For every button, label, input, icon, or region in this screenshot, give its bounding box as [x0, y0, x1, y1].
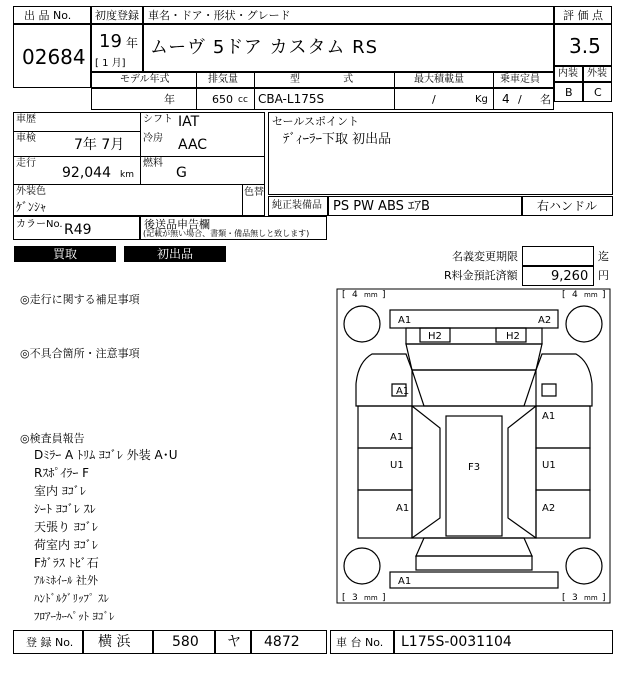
recycle-unit: 円 [598, 269, 609, 282]
left-pillar [412, 406, 440, 538]
damage-headlight-left: H2 [428, 331, 442, 342]
inspector-line: 天張り ﾖｺﾞﾚ [34, 520, 98, 534]
reg-place: 横 浜 [98, 634, 131, 650]
score-label: 評 価 点 [563, 9, 603, 22]
mileage-label: 走行 [16, 158, 36, 169]
running-note-label: ◎走行に関する補足事項 [20, 293, 140, 306]
interior-grade-cell [554, 82, 583, 102]
displacement-label: 排気量 [208, 74, 238, 85]
damage-front-bumper-right: A2 [538, 315, 552, 326]
max-load-slash: / [432, 93, 436, 106]
roof-part [446, 416, 502, 536]
right-pillar [508, 406, 536, 538]
shift-value: IAT [178, 114, 200, 130]
spec-block [13, 112, 265, 216]
tire-front-right-label-end: ] [602, 290, 606, 300]
displacement-value: 650 [212, 93, 233, 106]
lot-number-cell [13, 24, 91, 88]
lot-label-cell [13, 6, 91, 24]
tire-front-left-label-end: ] [382, 290, 386, 300]
left-front-door-lower-part [358, 448, 412, 490]
inspector-line: ｼｰﾄ ﾖｺﾞﾚ ｽﾚ [34, 502, 96, 516]
inspector-line: ﾊﾝﾄﾞﾙｸﾞﾘｯﾌﾟ ｽﾚ [34, 592, 109, 605]
tire-front-right-label: [ [562, 290, 566, 300]
tire-front-left-value: 4 [352, 290, 358, 300]
mileage-value: 92,044 [62, 165, 111, 181]
tire-rear-right-label-end: ] [602, 593, 606, 603]
chassis-label: 車 台 No. [336, 636, 384, 649]
shift-label: シフト [143, 114, 173, 125]
chassis-label-cell [330, 630, 394, 654]
tire-rear-left-icon [344, 548, 380, 584]
interior-grade: B [565, 86, 573, 99]
equipment-cell [328, 196, 522, 216]
recycle-box [522, 266, 594, 286]
rear-window-part [416, 538, 532, 556]
tire-rear-right-icon [566, 548, 602, 584]
equipment-label-cell [268, 196, 328, 216]
reg-kana-cell [215, 630, 251, 654]
divider [140, 112, 141, 184]
inspection-value: 7年 7月 [74, 137, 125, 153]
buy-badge: 買取 [14, 246, 116, 262]
capacity-label: 乗車定員 [500, 74, 540, 85]
color-value: ｹﾞﾝｼｬ [16, 200, 47, 214]
sales-point-text: ﾃﾞｨｰﾗｰ下取 初出品 [283, 132, 392, 147]
chassis-cell [394, 630, 613, 654]
reg-class: 580 [172, 634, 199, 650]
fuel-label: 燃料 [143, 158, 163, 169]
first-listing-badge: 初出品 [124, 246, 226, 262]
reg-kana: ヤ [227, 634, 241, 650]
inspector-line: Dﾐﾗｰ A ﾄﾘﾑ ﾖｺﾞﾚ 外装 A･U [34, 448, 178, 462]
repaint-label: 色替 [244, 187, 264, 198]
damage-headlight-right: H2 [506, 331, 520, 342]
model-year-label: モデル年式 [120, 74, 170, 85]
damage-front-bumper-left: A1 [398, 315, 412, 326]
exterior-grade: C [594, 86, 602, 99]
chassis-value: L175S-0031104 [401, 634, 512, 650]
equipment-label: 純正装備品 [272, 200, 322, 211]
inspector-line: ｱﾙﾐﾎｲｰﾙ 社外 [34, 574, 98, 587]
tire-front-right-value: 4 [572, 290, 578, 300]
car-name: ムーヴ 5ドア カスタム RS [150, 37, 379, 58]
tire-rear-left-label: [ [342, 593, 346, 603]
capacity-value: 4 [502, 92, 510, 106]
sales-point-label: セールスポイント [272, 115, 360, 128]
defect-note-label: ◎不具合箇所・注意事項 [20, 347, 140, 360]
inspector-line: Fｶﾞﾗｽ ﾄﾋﾞ石 [34, 556, 99, 570]
sales-point-cell [268, 112, 613, 195]
tire-front-left-unit: mm [364, 291, 378, 299]
exterior-label: 外装 [587, 68, 607, 79]
color-no-value: R49 [64, 222, 92, 238]
fuel-value: G [176, 165, 187, 181]
score-label-cell [554, 6, 612, 24]
exterior-grade-cell [583, 82, 612, 102]
tire-front-right-icon [566, 306, 602, 342]
front-bumper-part [390, 310, 558, 328]
inspector-note-label: ◎検査員報告 [20, 432, 85, 445]
rear-bumper-part [390, 572, 558, 588]
recycle-label: R料金預託済額 [444, 269, 518, 282]
name-label: 車名・ドア・形状・グレード [148, 9, 291, 22]
tire-rear-right-value: 3 [572, 593, 578, 603]
damage-right-front-door: U1 [542, 460, 556, 471]
name-label-cell [143, 6, 554, 24]
equipment-items: PS PW ABS ｴｱB [333, 199, 430, 214]
score-value: 3.5 [569, 34, 601, 58]
divider [13, 131, 140, 132]
type-value: CBA-L175S [258, 92, 325, 106]
lot-number: 02684 [22, 45, 86, 69]
first-reg-month: [ 1 月] [95, 58, 126, 69]
damage-right-fender: A1 [542, 411, 556, 422]
recycle-amount: 9,260 [551, 269, 589, 284]
inspection-label: 車検 [16, 133, 36, 144]
hood-outline [406, 344, 542, 370]
car-name-cell [143, 24, 554, 72]
lot-label: 出 品 No. [24, 9, 72, 22]
tire-front-right-unit: mm [584, 291, 598, 299]
first-reg-cell [91, 24, 143, 72]
left-fender-part [356, 354, 412, 406]
damage-left-fender: A1 [396, 386, 410, 397]
tire-front-left-label: [ [342, 290, 346, 300]
right-mirror-part [542, 384, 556, 396]
mail-label: 後送品申告欄 [144, 218, 210, 231]
reg-number-cell [251, 630, 327, 654]
tire-rear-right-label: [ [562, 593, 566, 603]
max-load-label: 最大積載量 [414, 74, 464, 85]
tire-rear-left-unit: mm [364, 594, 378, 602]
exterior-label-cell [583, 66, 612, 82]
first-reg-year: 19 [99, 31, 122, 52]
name-change-unit: 迄 [598, 250, 609, 263]
rear-panel-part [416, 556, 532, 570]
handle-cell [522, 196, 613, 216]
mail-note: (記載が無い場合、書類・備品無しと致します) [143, 229, 310, 238]
damage-rear-bumper: A1 [398, 576, 412, 587]
inspector-line: Rｽﾎﾟｲﾗｰ F [34, 466, 90, 480]
right-rear-door-part [536, 490, 590, 538]
reg-label-cell [13, 630, 83, 654]
right-fender-part [536, 354, 592, 406]
damage-left-rear-door: A1 [396, 503, 410, 514]
interior-label-cell [554, 66, 583, 82]
first-reg-label-cell [91, 6, 143, 24]
inspector-lines [34, 446, 324, 626]
model-year-unit: 年 [164, 93, 175, 106]
divider [13, 156, 265, 157]
mileage-unit: km [120, 170, 134, 180]
reg-number: 4872 [264, 634, 300, 650]
color-label: 外装色 [16, 186, 46, 197]
repaint-cell [242, 184, 265, 216]
left-rear-door-part [358, 490, 412, 538]
car-damage-diagram [336, 288, 612, 606]
left-front-door-part [358, 406, 412, 448]
inspector-line: ﾌﾛｱｰｶｰﾍﾟｯﾄ ﾖｺﾞﾚ [34, 610, 115, 623]
history-label: 車歴 [16, 114, 36, 125]
reg-place-cell [83, 630, 153, 654]
reg-class-cell [153, 630, 215, 654]
mail-cell [140, 216, 327, 240]
capacity-slash: / [518, 93, 522, 106]
color-no-label: カラーNo. [16, 219, 63, 230]
damage-left-front-door: A1 [390, 432, 404, 443]
name-change-box [522, 246, 594, 266]
displacement-unit: cc [238, 95, 248, 105]
tire-rear-right-unit: mm [584, 594, 598, 602]
reg-label: 登 録 No. [26, 636, 74, 649]
ac-label: 冷房 [143, 133, 163, 144]
handle-value: 右ハンドル [537, 199, 598, 213]
first-reg-label: 初度登録 [95, 9, 139, 22]
tire-rear-left-value: 3 [352, 593, 358, 603]
damage-roof: F3 [468, 462, 481, 473]
inspector-line: 室内 ﾖｺﾞﾚ [34, 484, 86, 498]
tire-front-left-icon [344, 306, 380, 342]
damage-left-front-door-lower: U1 [390, 460, 404, 471]
max-load-unit: Kg [475, 94, 488, 105]
ac-value: AAC [178, 137, 208, 153]
first-reg-year-unit: 年 [126, 36, 139, 50]
interior-label: 内装 [558, 68, 578, 79]
damage-right-rear-door: A2 [542, 503, 556, 514]
color-no-cell [13, 216, 140, 240]
divider [13, 184, 265, 185]
tire-rear-left-label-end: ] [382, 593, 386, 603]
capacity-unit: 名 [540, 93, 551, 106]
type-label: 型 式 [290, 74, 354, 85]
name-change-label: 名義変更期限 [452, 250, 518, 263]
score-cell [554, 24, 612, 66]
windshield-part [412, 370, 536, 406]
inspector-line: 荷室内 ﾖｺﾞﾚ [34, 538, 98, 552]
